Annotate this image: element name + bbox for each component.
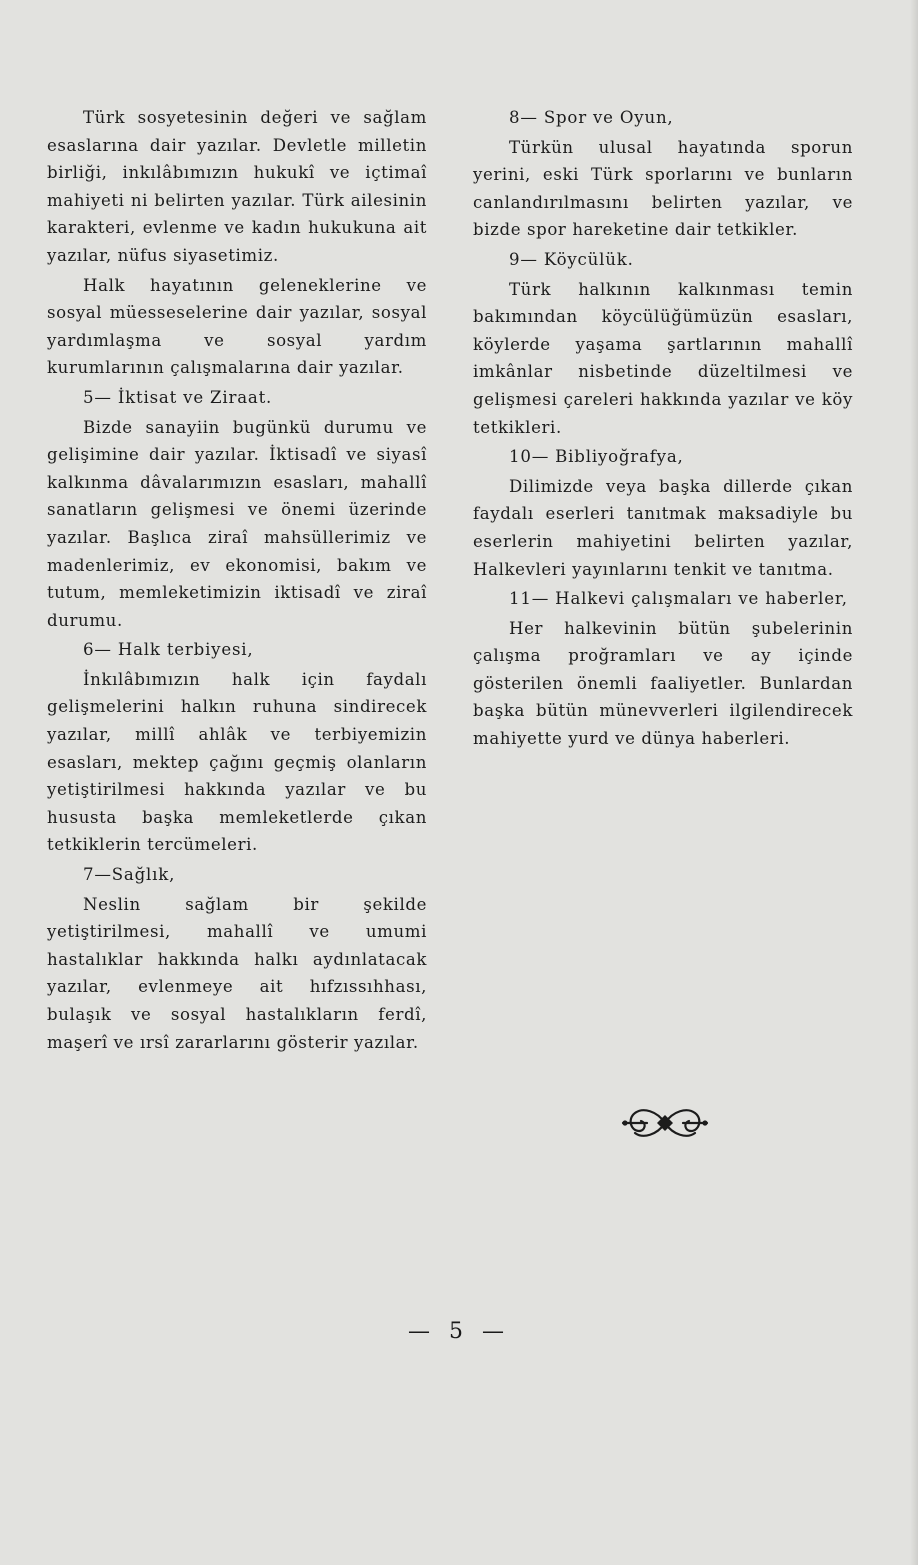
paragraph-halk-hayati: Halk hayatının geleneklerine ve sosyal müesseselerine dair yazılar, sosyal yardımlaşma ve sosyal yardım kurumlarının çalışmalarına dair yazılar. — [47, 275, 427, 378]
right-column — [473, 104, 853, 755]
fleuron-ornament-icon — [617, 1101, 713, 1145]
section-heading-koyculuk: 9— Köycülük. — [509, 249, 634, 269]
paragraph-halkevi: Her halkevinin bütün şubelerinin çalışma proğramları ve ay içinde gösterilen önemli faaliyetler. Bunlardan başka bütün münevverleri ilgilendirecek mahiyette yurd ve dünya haberleri. — [473, 618, 853, 749]
page-number: — 5 — — [408, 1319, 510, 1344]
section-heading-spor: 8— Spor ve Oyun, — [509, 108, 674, 127]
paragraph-saglik: Neslin sağlam bir şekilde yetiştirilmesi, mahallî ve umumi hastalıklar hakkında halkı aydınlatacak yazılar, evlenmeye ait hıfzıssıhhası, bulaşık ve sosyal hastalıkların ferdî, maşerî ve ırsî zararlarını gösterir yazılar. — [47, 894, 427, 1052]
paragraph-bibliyografya: Dilimizde veya başka dillerde çıkan faydalı eserleri tanıtmak maksadiyle bu eserlerin mahiyetini belirten yazılar, Halkevleri yayınlarını tenkit ve tanıtma. — [473, 476, 853, 579]
section-heading-saglik: 7—Sağlık, — [83, 865, 176, 885]
paragraph-koyculuk: Türk halkının kalkınması temin bakımından köycülüğümüzün esasları, köylerde yaşama şartlarının mahallî imkânlar nisbetinde düzeltilmesi ve gelişmesi çareleri hakkında yazılar ve köy tetkikleri. — [473, 279, 853, 437]
section-heading-halk-terbiyesi: 6— Halk terbiyesi, — [83, 640, 254, 660]
section-heading-bibliyografya: 10— Bibliyoğrafya, — [509, 447, 684, 467]
paragraph-spor: Türkün ulusal hayatında sporun yerini, eski Türk sporlarını ve bunların canlandırılmasını belirten yazılar, ve bizde spor hareketine dair tetkikler. — [473, 137, 853, 240]
paragraph-sosyete: Türk sosyetesinin değeri ve sağlam esaslarına dair yazılar. Devletle milletin birliği, inkılâbımızın hukukî ve içtimaî mahiyeti ni belirten yazılar. Türk ailesinin karakteri, evlenme ve kadın hukukuna ait yazılar, nüfus siyasetimiz. — [47, 108, 427, 265]
left-column — [47, 104, 427, 1058]
section-heading-halkevi: 11— Halkevi çalışmaları ve haberler, — [509, 589, 848, 609]
paragraph-iktisat: Bizde sanayiin bugünkü durumu ve gelişimine dair yazılar. İktisadî ve siyasî kalkınma dâvalarımızın esasları, mahallî sanatların gelişmesi ve önemi üzerinde yazılar. Başlıca ziraî mahsüllerimiz ve madenlerimiz, ev ekonomisi, bakım ve tutum, memleketimizin iktisadî ve ziraî durumu. — [47, 417, 427, 630]
paragraph-halk-terbiyesi: İnkılâbımızın halk için faydalı gelişmelerini halkın ruhuna sindirecek yazılar, millî ahlâk ve terbiyemizin esasları, mektep çağını geçmiş olanların yetiştirilmesi hakkında yazılar ve bu hususta başka memleketlerde çıkan tetkiklerin tercümeleri. — [47, 669, 427, 855]
section-heading-iktisat: 5— İktisat ve Ziraat. — [83, 387, 273, 407]
